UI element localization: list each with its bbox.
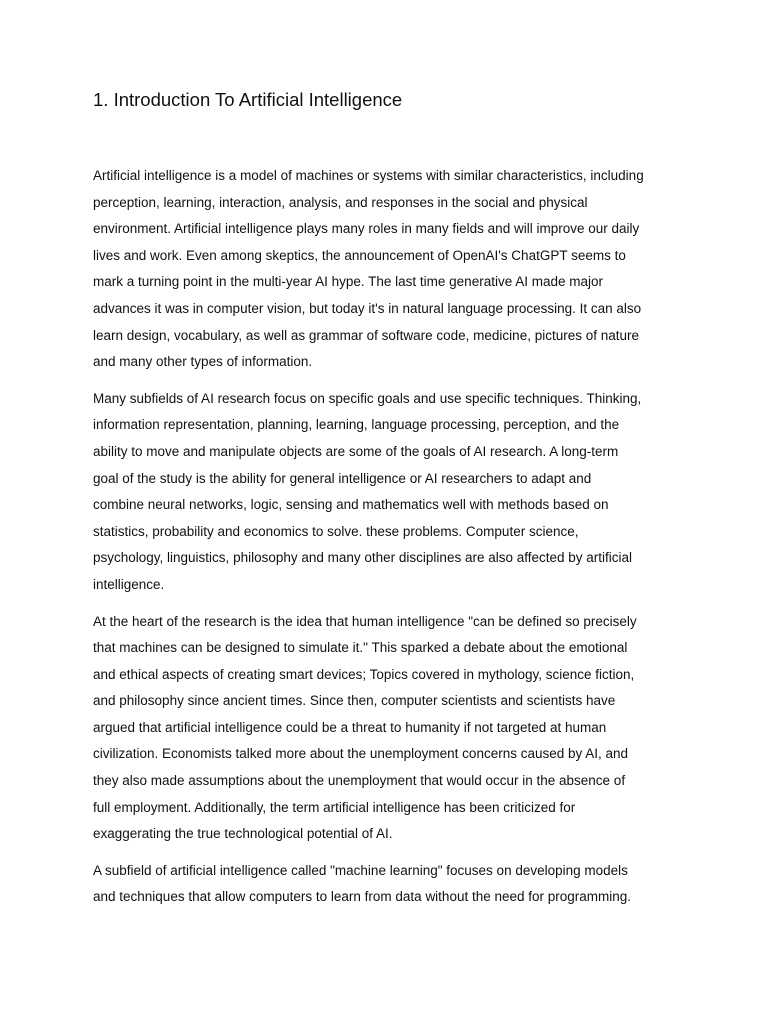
text-line: information representation, planning, learning, language processing, perception, and the — [93, 417, 620, 433]
text-line: At the heart of the research is the idea that human intelligence "can be defined so precisely — [93, 613, 637, 629]
text-line: and philosophy since ancient times. Since then, computer scientists and scientists have — [93, 693, 616, 709]
paragraph-2 — [93, 386, 677, 599]
document-title: 1. Introduction To Artificial Intelligence — [93, 89, 403, 110]
text-line: mark a turning point in the multi-year AI hype. The last time generative AI made major — [93, 274, 604, 290]
text-line: advances it was in computer vision, but today it's in natural language processing. It can also — [93, 300, 642, 316]
text-line: full employment. Additionally, the term artificial intelligence has been criticized for — [93, 799, 576, 815]
text-line: that machines can be designed to simulate it." This sparked a debate about the emotional — [93, 640, 628, 656]
text-line: statistics, probability and economics to solve. these problems. Computer science, — [93, 523, 579, 539]
text-line: intelligence. — [93, 576, 165, 592]
paragraph-4 — [93, 858, 677, 911]
text-line: combine neural networks, logic, sensing and mathematics well with methods based on — [93, 497, 609, 513]
text-line: civilization. Economists talked more about the unemployment concerns caused by AI, and — [93, 746, 629, 762]
text-line: lives and work. Even among skeptics, the announcement of OpenAI's ChatGPT seems to — [93, 247, 626, 263]
document-body — [93, 163, 677, 921]
text-line: Many subfields of AI research focus on specific goals and use specific techniques. Thinking, — [93, 390, 642, 406]
text-line: psychology, linguistics, philosophy and many other disciplines are also affected by artificial — [93, 550, 633, 566]
text-line: they also made assumptions about the unemployment that would occur in the absence of — [93, 773, 626, 789]
text-line: ability to move and manipulate objects are some of the goals of AI research. A long-term — [93, 443, 619, 459]
text-line: learn design, vocabulary, as well as grammar of software code, medicine, pictures of nature — [93, 327, 640, 343]
text-line: exaggerating the true technological potential of AI. — [93, 826, 393, 842]
text-line: and ethical aspects of creating smart devices; Topics covered in mythology, science fiction, — [93, 666, 635, 682]
text-line: and many other types of information. — [93, 354, 313, 370]
text-line: argued that artificial intelligence could be a threat to humanity if not targeted at human — [93, 719, 607, 735]
paragraph-1 — [93, 163, 677, 376]
paragraph-3 — [93, 609, 677, 848]
text-line: and techniques that allow computers to learn from data without the need for programming. — [93, 889, 632, 905]
text-line: Artificial intelligence is a model of machines or systems with similar characteristics, including — [93, 168, 644, 183]
text-line: goal of the study is the ability for general intelligence or AI researchers to adapt and — [93, 470, 592, 486]
text-line: perception, learning, interaction, analysis, and responses in the social and physical — [93, 194, 588, 210]
text-line: A subfield of artificial intelligence called "machine learning" focuses on developing models — [93, 862, 628, 878]
text-line: environment. Artificial intelligence plays many roles in many fields and will improve our daily — [93, 221, 640, 237]
